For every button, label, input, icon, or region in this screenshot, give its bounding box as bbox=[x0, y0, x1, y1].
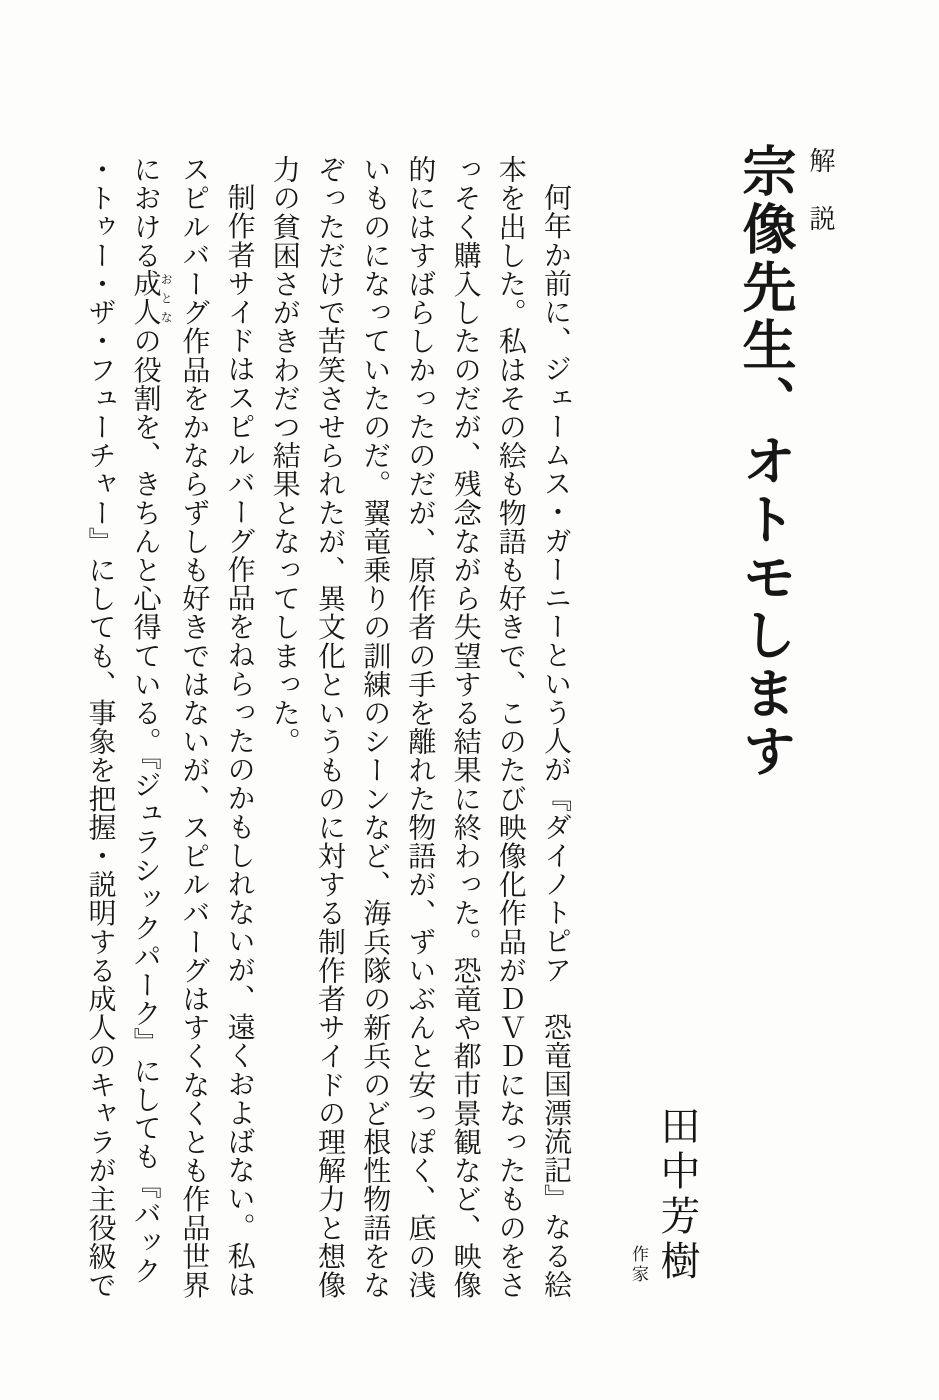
body-line: っそく購入したのだが、残念ながら失望する結果に終わった。恐竜や都市景観など、映像 bbox=[449, 155, 483, 1299]
body-line: における成人おとなの役割を、きちんと心得ている。『ジュラシックパーク』にしても『バック bbox=[129, 155, 174, 1286]
body-text bbox=[81, 155, 579, 1305]
author-role: 作家 bbox=[628, 1245, 648, 1285]
body-line: ・トゥー・ザ・フューチャー』にしても、事象を把握・説明する成人のキャラが主役級で bbox=[84, 155, 118, 1299]
body-line: ぞっただけで苦笑させられたが、異文化というものに対する制作者サイドの理解力と想像 bbox=[313, 155, 347, 1299]
section-label: 解説 bbox=[805, 147, 835, 263]
author-name: 田中芳樹 bbox=[654, 1105, 700, 1285]
body-line: 何年か前に、ジェームス・ガーニーという人が『ダイノトピア 恐竜国漂流記』なる絵 bbox=[540, 183, 573, 1299]
title-block bbox=[734, 143, 842, 783]
body-line: 本を出した。私はその絵も物語も好きで、このたび映像化作品がＤＶＤになったものをさ bbox=[494, 155, 528, 1299]
body-line: いものになっていたのだ。翼竜乗りの訓練のシーンなど、海兵隊の新兵のど根性物語をな bbox=[359, 155, 393, 1299]
body-line: 制作者サイドはスピルバーグ作品をねらったのかもしれないが、遠くおよばない。私は bbox=[223, 183, 257, 1299]
body-line: 的にはすばらしかったのだが、原作者の手を離れた物語が、ずいぶんと安っぽく、底の浅 bbox=[404, 155, 438, 1299]
page-title: 宗像先生、オトモします bbox=[734, 143, 798, 781]
body-line: スピルバーグ作品をかならずしも好きではないが、スピルバーグはすくなくとも作品世界 bbox=[178, 155, 212, 1299]
body-line: 力の貧困さがきわだつ結果となってしまった。 bbox=[268, 155, 302, 756]
author-block bbox=[624, 1105, 702, 1300]
